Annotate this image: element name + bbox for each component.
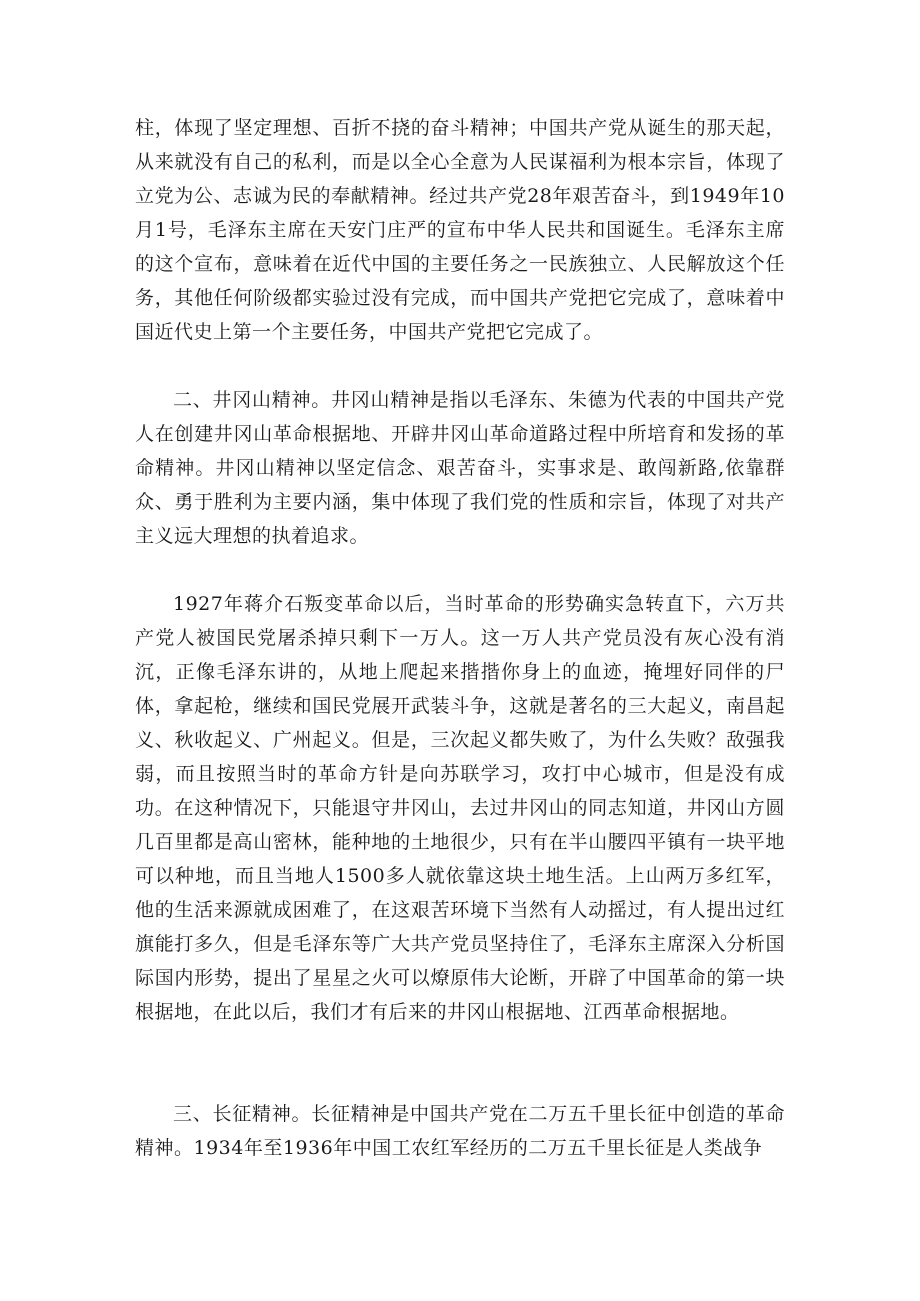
paragraph-continuation: 柱，体现了坚定理想、百折不挠的奋斗精神；中国共产党从诞生的那天起，从来就没有自己的私利，而是以全心全意为人民谋福利为根本宗旨，体现了立党为公、志诚为民的奉献精神。经过共产党28年艰苦奋斗，到1949年10月1号，毛泽东主席在天安门庄严的宣布中华人民共和国诞生。毛泽东主席的这个宣布，意味着在近代中国的主要任务之一民族独立、人民解放这个任务，其他任何阶级都实验过没有完成，而中国共产党把它完成了，意味着中国近代史上第一个主要任务，中国共产党把它完成了。 bbox=[135, 117, 785, 343]
paragraph-jinggangshan-spirit: 二、井冈山精神。井冈山精神是指以毛泽东、朱德为代表的中国共产党人在创建井冈山革命根据地、开辟井冈山革命道路过程中所培育和发扬的革命精神。井冈山精神以坚定信念、艰苦奋斗，实事求是、敢闯新路,依靠群众、勇于胜利为主要内涵，集中体现了我们党的性质和宗旨，体现了对共产主义远大理想的执着追求。 bbox=[135, 389, 785, 547]
paragraph-1927-history: 1927年蒋介石叛变革命以后，当时革命的形势确实急转直下，六万共产党人被国民党屠杀掉只剩下一万人。这一万人共产党员没有灰心没有消沉，正像毛泽东讲的，从地上爬起来揩揩你身上的血迹，掩埋好同伴的尸体，拿起枪，继续和国民党展开武装斗争，这就是著名的三大起义，南昌起义、秋收起义、广州起义。但是，三次起义都失败了，为什么失败？敌强我弱，而且按照当时的革命方针是向苏联学习，攻打中心城市，但是没有成功。在这种情况下，只能退守井冈山，去过井冈山的同志知道，井冈山方圆几百里都是高山密林，能种地的土地很少，只有在半山腰四平镇有一块平地可以种地，而且当地人1500多人就依靠这块土地生活。上山两万多红军，他的生活来源就成困难了，在这艰苦环境下当然有人动摇过，有人提出过红旗能打多久，但是毛泽东等广大共产党员坚持住了，毛泽东主席深入分析国际国内形势，提出了星星之火可以燎原伟大论断，开辟了中国革命的第一块根据地，在此以后，我们才有后来的井冈山根据地、江西革命根据地。 bbox=[135, 593, 785, 1023]
paragraph-long-march-spirit: 三、长征精神。长征精神是中国共产党在二万五千里长征中创造的革命精神。1934年至1936年中国工农红军经历的二万五千里长征是人类战争 bbox=[135, 1103, 785, 1159]
